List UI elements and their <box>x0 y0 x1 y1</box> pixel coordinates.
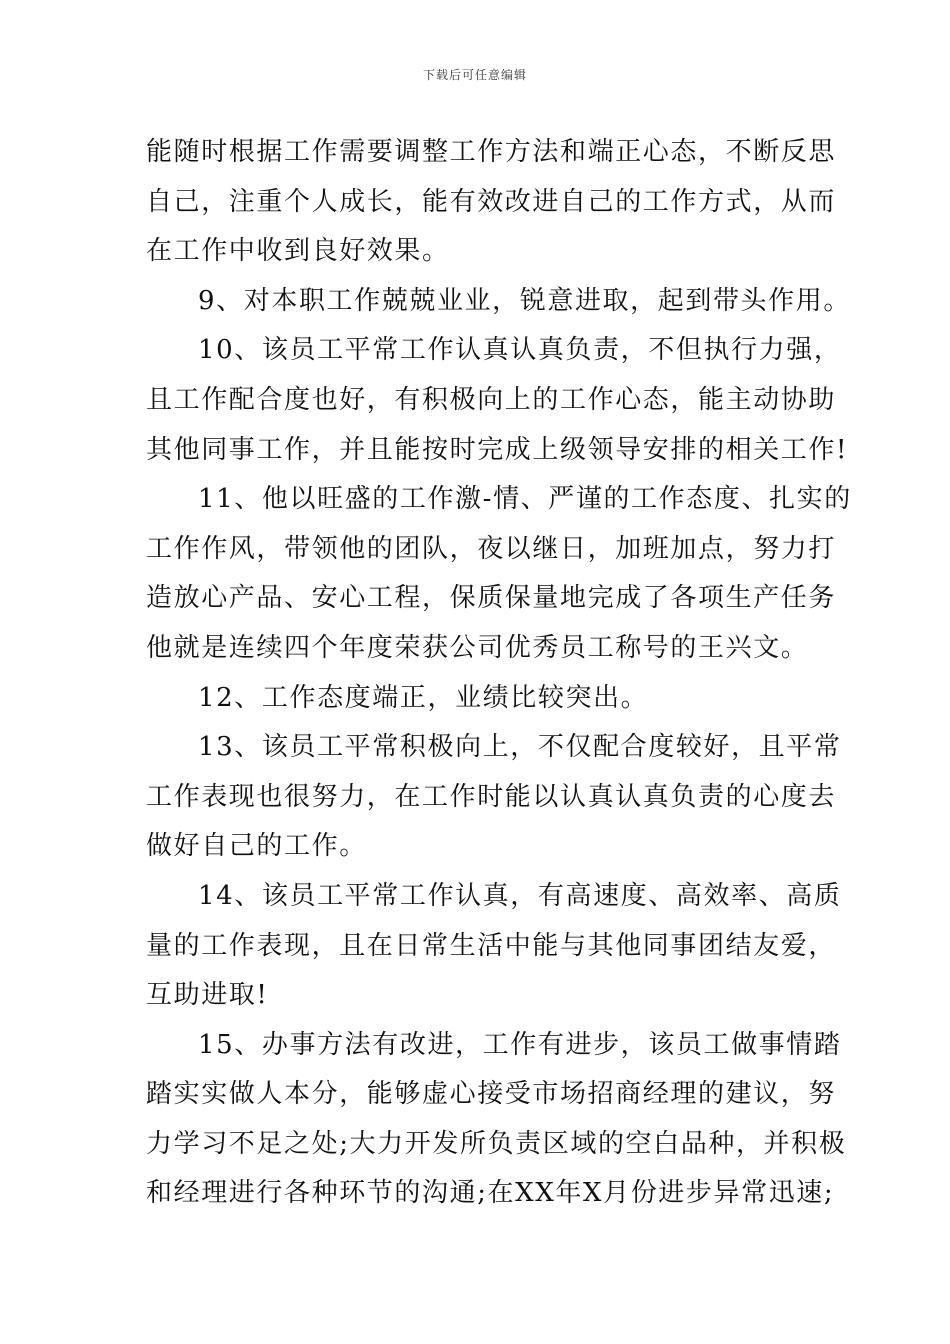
text-line: 和经理进行各种环节的沟通;在XX年X月份进步异常迅速; <box>146 1178 835 1209</box>
document-body <box>146 128 852 1219</box>
text-line: 在工作中收到良好效果。 <box>146 236 450 267</box>
paragraph-start-11: 11、他以旺盛的工作激-情、严谨的工作态度、扎实的 <box>198 484 852 515</box>
text-line: 量的工作表现，且在日常生活中能与其他同事团结友爱， <box>146 930 837 961</box>
text-line: 他就是连续四个年度荣获公司优秀员工称号的王兴文。 <box>146 632 809 663</box>
text-line: 工作表现也很努力，在工作时能以认真认真负责的心度去 <box>146 781 837 812</box>
text-line: 自己，注重个人成长，能有效改进自己的工作方式，从而 <box>146 186 837 217</box>
page-header: 下载后可任意编辑 <box>422 68 527 82</box>
paragraph-start-14: 14、该员工平常工作认真，有高速度、高效率、高质 <box>198 880 842 911</box>
text-line: 其他同事工作，并且能按时完成上级领导安排的相关工作! <box>146 434 849 465</box>
paragraph-start-13: 13、该员工平常积极向上，不仅配合度较好，且平常 <box>198 732 842 763</box>
text-line: 踏实实做人本分，能够虚心接受市场招商经理的建议，努 <box>146 1079 837 1110</box>
text-line: 能随时根据工作需要调整工作方法和端正心态，不断反思 <box>146 137 837 167</box>
text-line: 做好自己的工作。 <box>146 831 367 862</box>
paragraph-start-10: 10、该员工平常工作认真认真负责，不但执行力强， <box>198 335 842 366</box>
paragraph-start-12: 12、工作态度端正，业绩比较突出。 <box>198 682 649 713</box>
text-line: 工作作风，带领他的团队，夜以继日，加班加点，努力打 <box>146 533 837 564</box>
text-line: 互助进取! <box>146 980 269 1011</box>
text-line: 力学习不足之处;大力开发所负责区域的空白品种，并积极 <box>146 1128 847 1159</box>
text-line: 造放心产品、安心工程，保质保量地完成了各项生产任务 <box>146 583 837 614</box>
paragraph-start-9: 9、对本职工作兢兢业业，锐意进取，起到带头作用。 <box>198 285 851 316</box>
paragraph-start-15: 15、办事方法有改进，工作有进步，该员工做事情踏 <box>198 1029 842 1060</box>
text-line: 且工作配合度也好，有积极向上的工作心态，能主动协助 <box>146 384 837 415</box>
